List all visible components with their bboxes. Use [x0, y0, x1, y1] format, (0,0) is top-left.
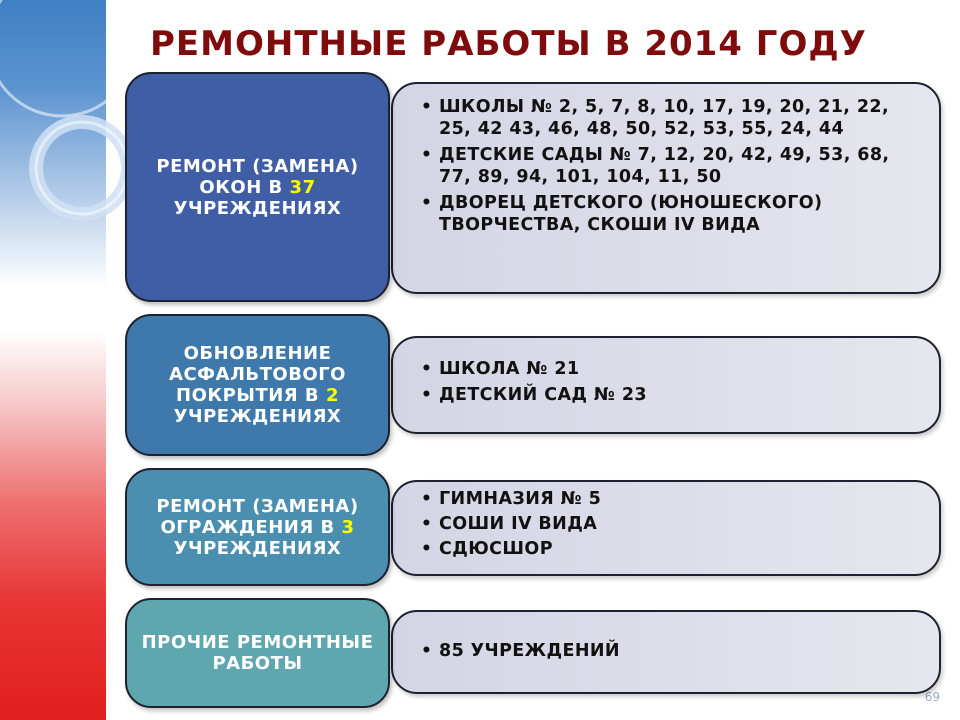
- section-label: [125, 468, 390, 586]
- section-windows-repair: [125, 72, 945, 304]
- section-label: [125, 72, 390, 302]
- item-list: [419, 640, 927, 662]
- list-item: • ДВОРЕЦ ДЕТСКОГО (ЮНОШЕСКОГО) ТВОРЧЕСТВА, СКОШИ IV ВИДА: [419, 192, 927, 236]
- section-asphalt: [125, 314, 945, 458]
- section-fence-repair: [125, 468, 945, 588]
- label-text: ОБНОВЛЕНИЕ АСФАЛЬТОВОГО ПОКРЫТИЯ В: [169, 343, 346, 406]
- section-content: [391, 480, 941, 576]
- item-list: [419, 358, 927, 406]
- page-number: 69: [924, 690, 940, 704]
- label-count: 37: [289, 176, 316, 198]
- list-item: • ГИМНАЗИЯ № 5: [419, 488, 927, 510]
- list-item: • ДЕТСКИЕ САДЫ № 7, 12, 20, 42, 49, 53, 68, 77, 89, 94, 101, 104, 11, 50: [419, 144, 927, 188]
- label-count: 2: [325, 385, 339, 406]
- section-label: [125, 598, 390, 708]
- label-text: РЕМОНТ (ЗАМЕНА) ОГРАЖДЕНИЯ В: [156, 495, 359, 538]
- section-other-works: [125, 598, 945, 710]
- list-item: • СОШИ IV ВИДА: [419, 513, 927, 535]
- item-list: [419, 96, 927, 236]
- list-item: • ШКОЛА № 21: [419, 358, 927, 380]
- section-content: [391, 610, 941, 694]
- label-text-suffix: УЧРЕЖДЕНИЯХ: [173, 197, 342, 219]
- label-count: 3: [341, 516, 355, 538]
- label-text-suffix: УЧРЕЖДЕНИЯХ: [173, 537, 342, 559]
- label-text: ПРОЧИЕ РЕМОНТНЫЕ РАБОТЫ: [141, 632, 374, 674]
- section-content: [391, 336, 941, 434]
- list-item: • 85 УЧРЕЖДЕНИЙ: [419, 640, 927, 662]
- page-title: РЕМОНТНЫЕ РАБОТЫ В 2014 ГОДУ: [150, 24, 867, 64]
- decorative-circles: [0, 0, 140, 260]
- label-text: РЕМОНТ (ЗАМЕНА) ОКОН В: [156, 155, 359, 198]
- label-text-suffix: УЧРЕЖДЕНИЯХ: [173, 406, 342, 427]
- section-content: [391, 82, 941, 294]
- section-label: [125, 314, 390, 456]
- item-list: [419, 488, 927, 560]
- list-item: • ШКОЛЫ № 2, 5, 7, 8, 10, 17, 19, 20, 21, 22, 25, 42 43, 46, 48, 50, 52, 53, 55, 24, 44: [419, 96, 927, 140]
- list-item: • СДЮСШОР: [419, 538, 927, 560]
- list-item: • ДЕТСКИЙ САД № 23: [419, 384, 927, 406]
